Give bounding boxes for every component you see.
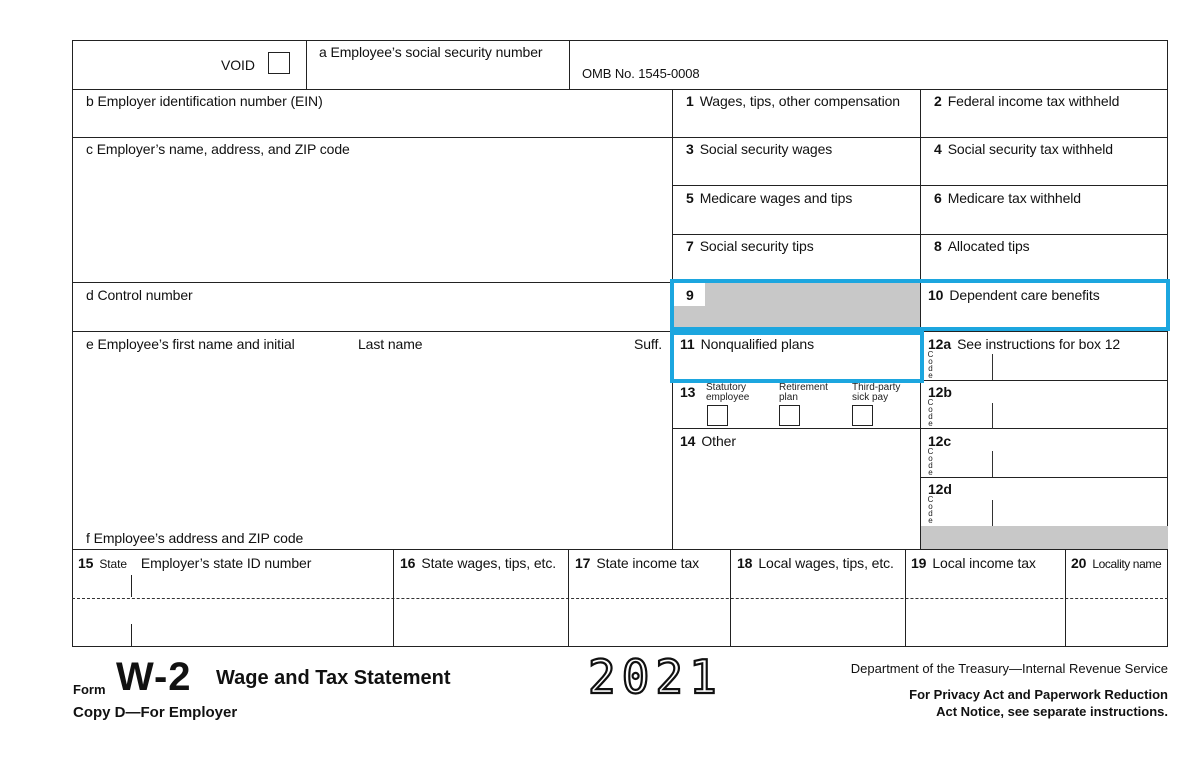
box-f-label: f Employee’s address and ZIP code [86,530,304,546]
box12d-shade [921,526,1168,549]
box16: 16 State wages, tips, etc. [400,555,557,571]
box14: 14 Other [680,433,736,449]
divider [72,137,1168,138]
third-party-sick-pay-label: Third-party sick pay [852,382,901,403]
state-divider-tick [131,624,132,646]
divider [730,549,731,647]
box12b-code-divider [992,403,993,429]
box11-highlight [670,331,924,383]
box10-highlight [670,279,1170,331]
box-a-label: a Employee’s social security number [319,44,543,60]
form-word: Form [73,682,106,697]
divider [1065,549,1066,647]
box12c-code-caption: C o d e [927,447,934,477]
box17: 17 State income tax [575,555,700,571]
box-d-label: d Control number [86,287,193,303]
box15: 15 State Employer’s state ID number [78,555,312,571]
omb-number: OMB No. 1545-0008 [582,66,700,81]
box9: 9 [686,287,694,303]
box12b-code-caption: C o d e [927,398,934,428]
dashed-divider [72,598,1168,599]
box12c: 12c [928,433,952,449]
void-label: VOID [221,57,255,73]
box11: 11 Nonqualified plans [680,336,815,352]
form-name: W-2 [116,655,192,699]
suffix-label: Suff. [634,336,663,352]
divider [72,89,1168,90]
statutory-employee-checkbox[interactable] [707,405,728,426]
divider [568,549,569,647]
box4: 4 Social security tax withheld [934,141,1113,157]
box12d-code-divider [992,500,993,526]
box6: 6 Medicare tax withheld [934,190,1081,206]
third-party-sick-pay-checkbox[interactable] [852,405,873,426]
statutory-employee-label: Statutory employee [706,382,750,403]
form-title: Wage and Tax Statement [216,667,451,689]
box12a-code-divider [992,354,993,380]
retirement-plan-checkbox[interactable] [779,405,800,426]
box2: 2 Federal income tax withheld [934,93,1120,109]
divider [306,40,307,89]
void-checkbox[interactable] [268,52,290,74]
divider [920,477,1168,478]
box8: 8 Allocated tips [934,238,1030,254]
box12d: 12d [928,481,952,497]
department-line: Department of the Treasury—Internal Revenue Service [850,661,1168,676]
retirement-plan-label: Retirement plan [779,382,828,403]
box18: 18 Local wages, tips, etc. [737,555,894,571]
divider [72,549,1168,550]
box12d-code-caption: C o d e [927,495,934,525]
box12a: 12a See instructions for box 12 [928,336,1121,352]
divider [569,40,570,89]
state-divider-tick [131,575,132,597]
box-e-label: e Employee’s first name and initial [86,336,295,352]
box20: 20 Locality name [1071,555,1162,571]
box-b-label: b Employer identification number (EIN) [86,93,323,109]
box19: 19 Local income tax [911,555,1036,571]
divider [72,331,1168,332]
box-c-label: c Employer’s name, address, and ZIP code [86,141,350,157]
box7: 7 Social security tips [686,238,814,254]
box5: 5 Medicare wages and tips [686,190,853,206]
privacy-line-1: For Privacy Act and Paperwork Reduction [909,687,1168,702]
box12c-code-divider [992,451,993,477]
box13-number: 13 [680,384,696,400]
box10: 10 Dependent care benefits [928,287,1100,303]
divider [905,549,906,647]
divider [393,549,394,647]
box3: 3 Social security wages [686,141,833,157]
box12a-code-caption: C o d e [927,350,934,380]
last-name-label: Last name [358,336,423,352]
privacy-line-2: Act Notice, see separate instructions. [936,704,1168,719]
box1: 1 Wages, tips, other compensation [686,93,900,109]
tax-year: 2021 [588,650,723,704]
box12b: 12b [928,384,952,400]
copy-label: Copy D—For Employer [73,704,238,721]
